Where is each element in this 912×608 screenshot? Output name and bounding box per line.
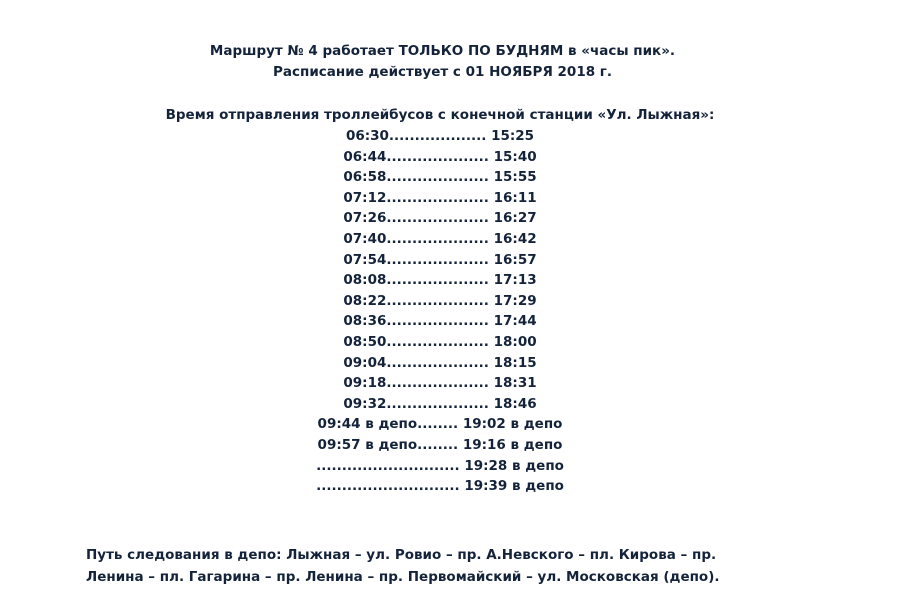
departure-row: ............................ 19:28 в депо <box>316 457 564 474</box>
departure-row: 09:18.................... 18:31 <box>343 375 537 392</box>
departure-row: 06:58.................... 15:55 <box>343 169 537 186</box>
departure-row: 09:44 в депо........ 19:02 в депо <box>317 416 563 433</box>
depot-route-line-1: Путь следования в депо: Лыжная – ул. Ровио – пр. А.Невского – пл. Кирова – пр. <box>86 547 717 563</box>
departure-row: 08:22.................... 17:29 <box>343 292 537 309</box>
departure-row: 08:50.................... 18:00 <box>343 333 537 350</box>
route-notice <box>0 41 885 83</box>
depot-route-note <box>86 544 886 588</box>
departure-row: 07:12.................... 16:11 <box>343 189 537 206</box>
departure-row: 06:44.................... 15:40 <box>343 148 537 165</box>
departure-row: 07:54.................... 16:57 <box>343 251 537 268</box>
departure-row: 07:40.................... 16:42 <box>343 230 537 247</box>
departure-row: 06:30................... 15:25 <box>345 128 535 144</box>
departure-row: 09:32.................... 18:46 <box>343 395 537 412</box>
departure-row: ............................ 19:39 в депо <box>316 478 564 495</box>
departure-row: 08:08.................... 17:13 <box>343 272 537 289</box>
schedule-heading: Время отправления троллейбусов с конечной станции «Ул. Лыжная»: <box>165 107 715 123</box>
departure-row: 09:04.................... 18:15 <box>343 354 537 371</box>
depot-route-line-2: Ленина – пл. Гагарина – пр. Ленина – пр. Первомайский – ул. Московская (депо). <box>86 569 720 585</box>
route-notice-line-1: Маршрут № 4 работает ТОЛЬКО ПО БУДНЯМ в «часы пик». <box>209 43 676 59</box>
departure-row: 07:26.................... 16:27 <box>343 210 537 227</box>
departure-times-list <box>0 126 880 497</box>
departure-row: 09:57 в депо........ 19:16 в депо <box>317 436 563 453</box>
route-notice-line-2: Расписание действует с 01 НОЯБРЯ 2018 г. <box>272 64 612 80</box>
departure-row: 08:36.................... 17:44 <box>343 313 537 330</box>
